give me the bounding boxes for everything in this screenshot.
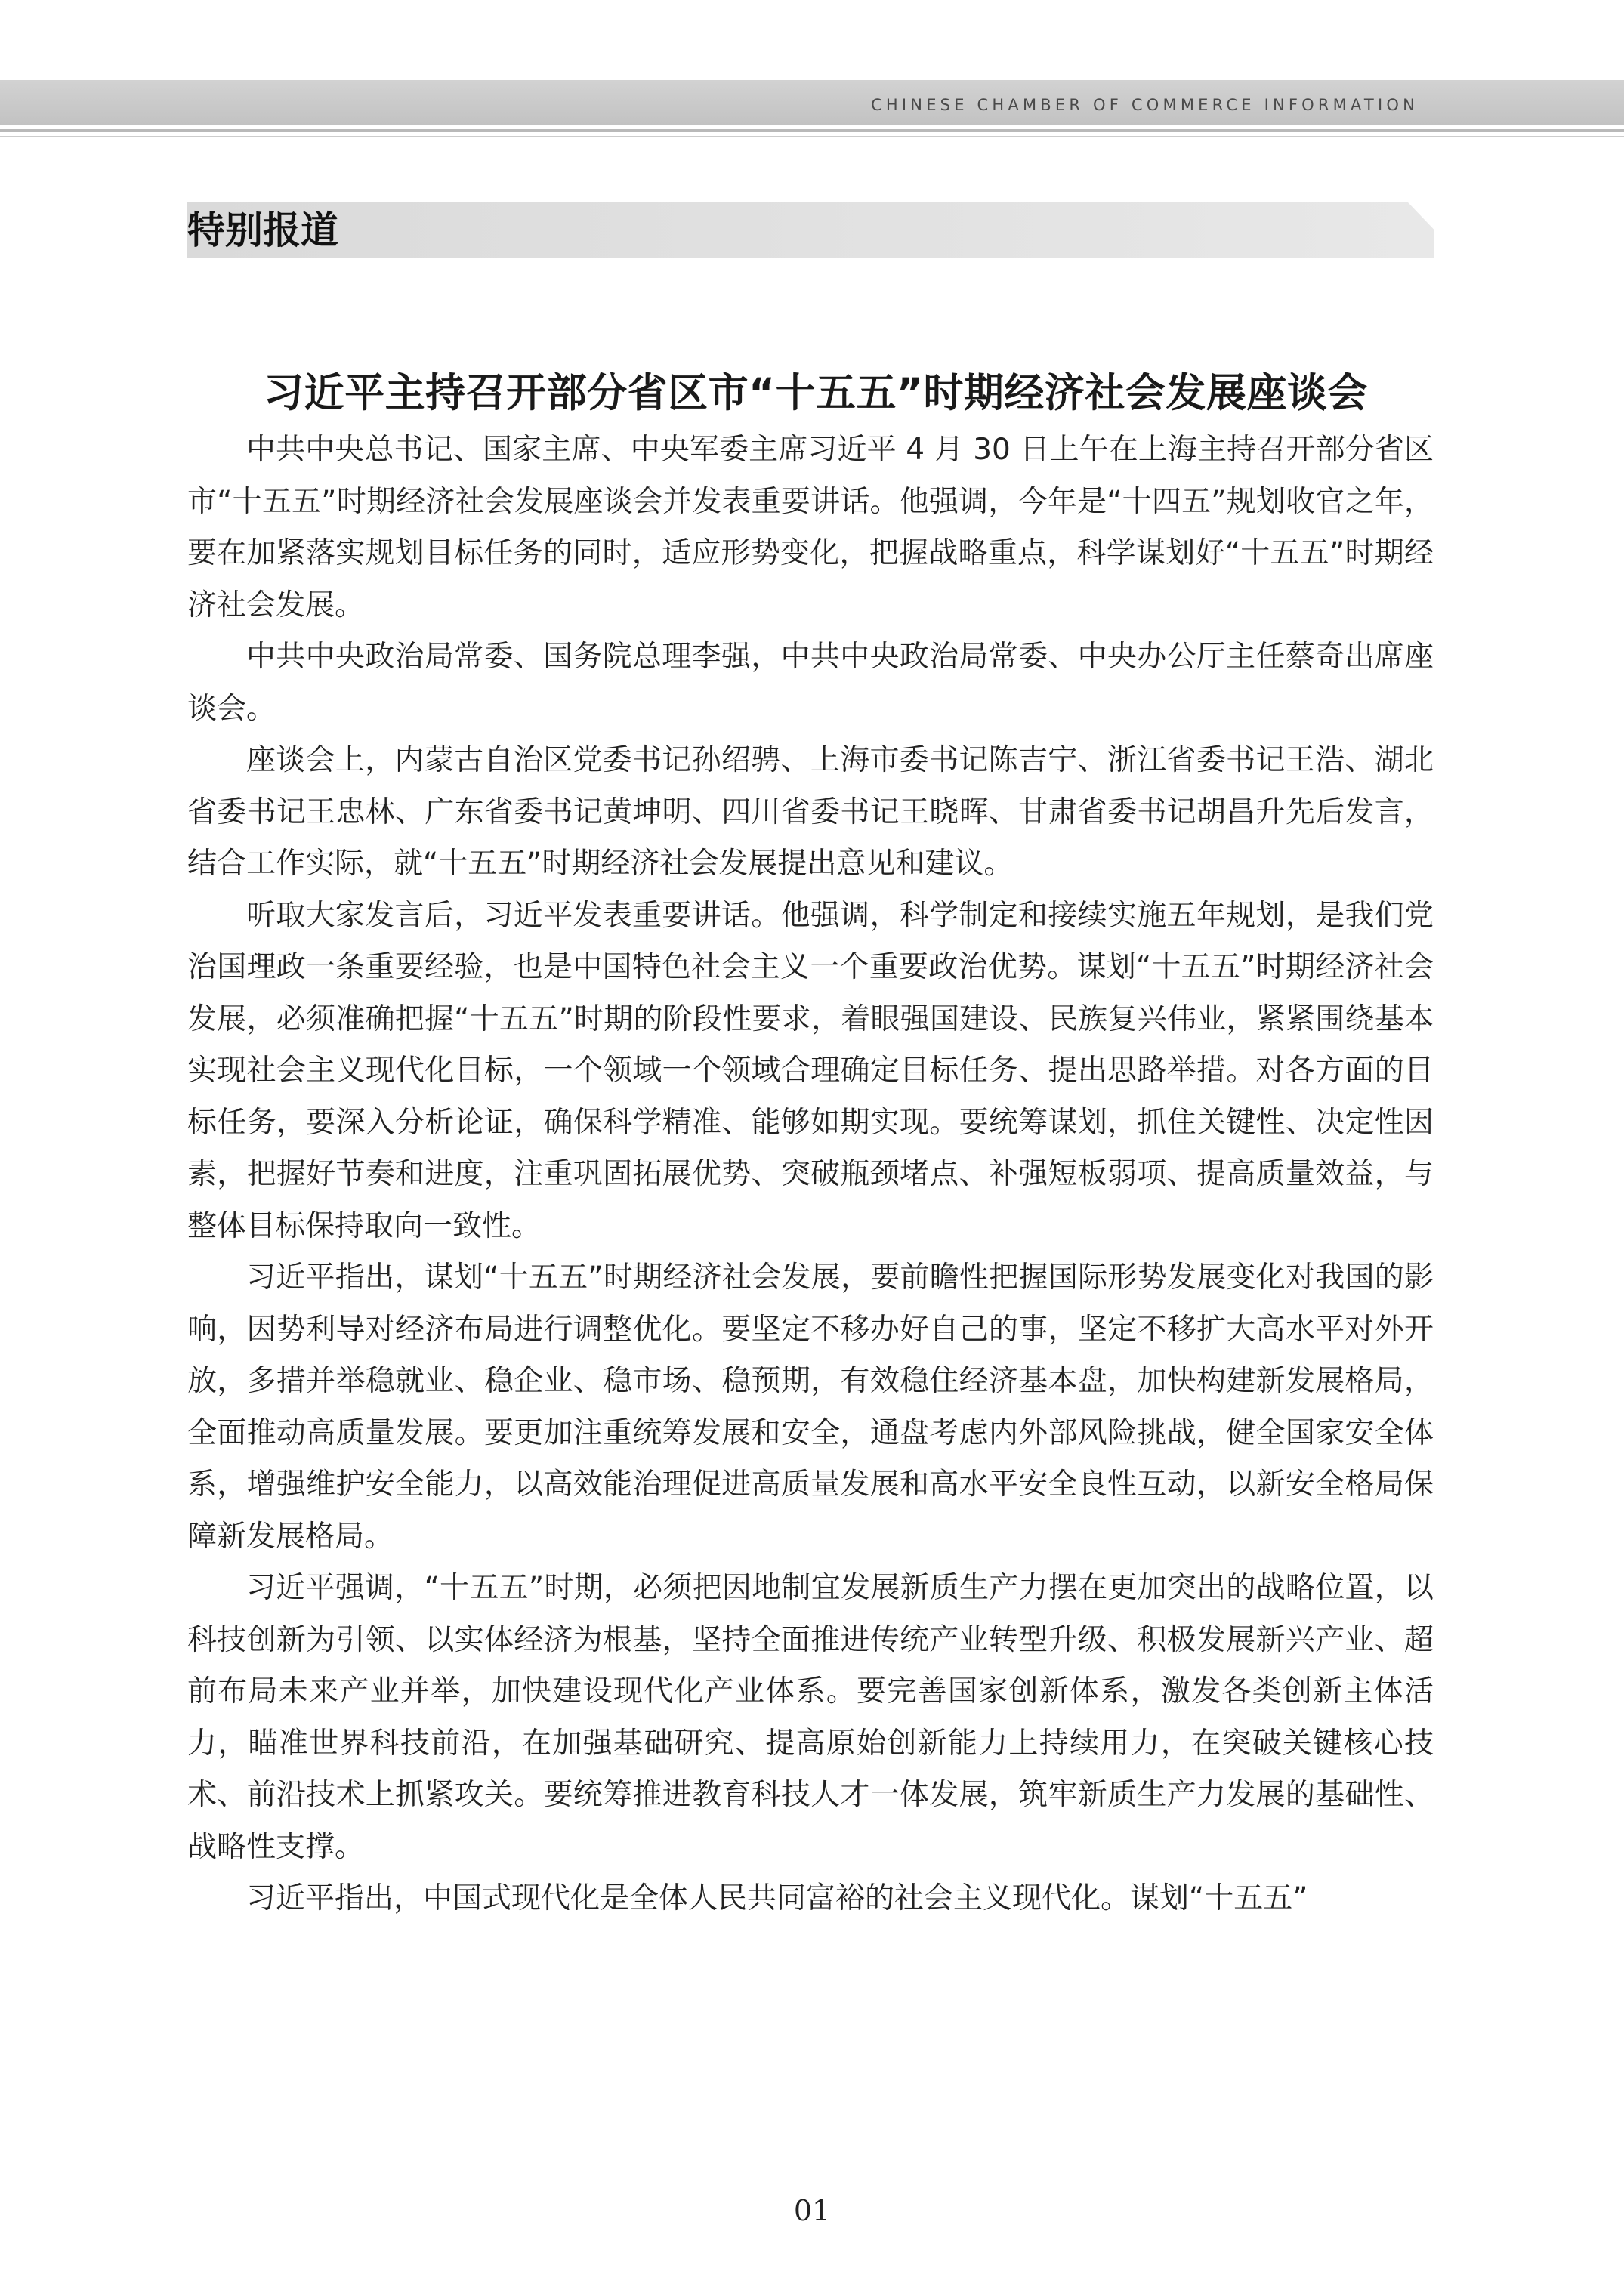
page-number: 01 bbox=[793, 2194, 831, 2227]
paragraph: 习近平强调，“十五五”时期，必须把因地制宜发展新质生产力摆在更加突出的战略位置，以科技创新为引领、以实体经济为根基，坚持全面推进传统产业转型升级、积极发展新兴产业、超前布局未来产业并举，加快建设现代化产业体系。要完善国家创新体系，激发各类创新主体活力，瞄准世界科技前沿，在加强基础研究、提高原始创新能力上持续用力，在突破关键核心技术、前沿技术上抓紧攻关。要统筹推进教育科技人才一体发展，筑牢新质生产力发展的基础性、战略性支撑。 bbox=[187, 1571, 1434, 1864]
article-title: 习近平主持召开部分省区市“十五五”时期经济社会发展座谈会 bbox=[264, 369, 1368, 416]
paragraph: 座谈会上，内蒙古自治区党委书记孙绍骋、上海市委书记陈吉宁、浙江省委书记王浩、湖北省委书记王忠林、广东省委书记黄坤明、四川省委书记王晓晖、甘肃省委书记胡昌升先后发言，结合工作实际，就“十五五”时期经济社会发展提出意见和建议。 bbox=[187, 743, 1434, 881]
paragraph: 中共中央总书记、国家主席、中央军委主席习近平 4 月 30 日上午在上海主持召开部分省区市“十五五”时期经济社会发展座谈会并发表重要讲话。他强调，今年是“十四五”规划收官之年，要在加紧落实规划目标任务的同时，适应形势变化，把握战略重点，科学谋划好“十五五”时期经济社会发展。 bbox=[187, 433, 1434, 622]
article-body bbox=[187, 424, 1434, 1925]
section-banner bbox=[187, 202, 1434, 258]
paragraph: 中共中央政治局常委、国务院总理李强，中共中央政治局常委、中央办公厅主任蔡奇出席座谈会。 bbox=[187, 640, 1434, 726]
paragraph: 习近平指出，谋划“十五五”时期经济社会发展，要前瞻性把握国际形势发展变化对我国的影响，因势利导对经济布局进行调整优化。要坚定不移办好自己的事，坚定不移扩大高水平对外开放，多措并举稳就业、稳企业、稳市场、稳预期，有效稳住经济基本盘，加快构建新发展格局，全面推动高质量发展。要更加注重统筹发展和安全，通盘考虑内外部风险挑战，健全国家安全体系，增强维护安全能力，以高效能治理促进高质量发展和高水平安全良性互动，以新安全格局保障新发展格局。 bbox=[187, 1261, 1434, 1554]
header-divider bbox=[0, 129, 1624, 132]
paragraph: 习近平指出，中国式现代化是全体人民共同富裕的社会主义现代化。谋划“十五五” bbox=[246, 1881, 1308, 1915]
section-title: 特别报道 bbox=[187, 208, 338, 252]
publication-name: CHINESE CHAMBER OF COMMERCE INFORMATION bbox=[871, 96, 1419, 114]
paragraph: 听取大家发言后，习近平发表重要讲话。他强调，科学制定和接续实施五年规划，是我们党治国理政一条重要经验，也是中国特色社会主义一个重要政治优势。谋划“十五五”时期经济社会发展，必须准确把握“十五五”时期的阶段性要求，着眼强国建设、民族复兴伟业，紧紧围绕基本实现社会主义现代化目标，一个领域一个领域合理确定目标任务、提出思路举措。对各方面的目标任务，要深入分析论证，确保科学精准、能够如期实现。要统筹谋划，抓住关键性、决定性因素，把握好节奏和进度，注重巩固拓展优势、突破瓶颈堵点、补强短板弱项、提高质量效益，与整体目标保持取向一致性。 bbox=[187, 898, 1434, 1243]
header-divider-thin bbox=[0, 136, 1624, 137]
